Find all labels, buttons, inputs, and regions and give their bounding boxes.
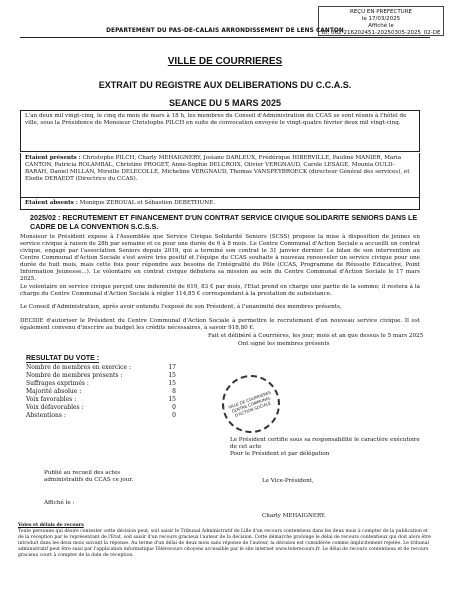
absents-list: Monique ZEROUAL et Sébastien DEBETHUNE.	[79, 200, 216, 206]
resolution-title: 2025/02 : RECRUTEMENT ET FINANCEMENT D'UN CONTRAT SERVICE CIVIQUE SOLIDARITE SENIORS DANS LE CADRE DE LA CONVENTION S.C.S.S.	[30, 213, 418, 231]
vote-label: Majorité absolue :	[26, 388, 82, 395]
vote-row	[26, 380, 186, 388]
absents-box	[20, 198, 420, 210]
vote-row	[26, 412, 186, 420]
stamp-line-4: ID: 062-216202451-20250305-2025_02-DE	[321, 30, 441, 36]
department-header: DEPARTEMENT DU PAS-DE-CALAIS ARRONDISSEMENT DE LENS CANTON	[106, 28, 344, 34]
vote-value: 17	[168, 364, 176, 371]
vote-results	[26, 345, 186, 420]
decision-paragraph: DECIDE d'autoriser le Président du Centre Communal d'Action Sociale à permettre le recrutement d'un nouveau service civique. Il est également convenu d'inscrire au budget les crédits nécessaires, à savoir 918,80 €.	[20, 318, 420, 331]
official-seal	[214, 367, 288, 441]
stamp-line-2: le 17/03/2025	[361, 16, 401, 22]
header-rule	[20, 37, 430, 38]
stamp-line-3: Affiché le	[368, 23, 394, 29]
presents-box	[20, 153, 420, 198]
vote-label: Nombre de membres présents :	[26, 372, 123, 379]
vote-label: Abstentions :	[26, 412, 66, 419]
intro-box: L'an deux mil vingt-cinq, le cinq du mois de mars à 18 h, les membres du Conseil d'Administration du CCAS se sont réunis à l'hôtel de ville, sous la Présidence de Monsieur Christophe PILCH en suite de convocation envoyée le vingt-quatre février deux mil vingt-cinq.	[20, 110, 420, 152]
vote-value: 0	[172, 404, 176, 411]
vote-value: 15	[168, 380, 176, 387]
vote-value: 15	[168, 372, 176, 379]
vote-label: Nombre de membres en exercice :	[26, 364, 131, 371]
vote-row	[26, 364, 186, 372]
vote-row	[26, 372, 186, 380]
town-title: VILLE DE COURRIERES	[167, 56, 283, 67]
vote-row	[26, 388, 186, 396]
vote-row	[26, 404, 186, 412]
absents-label: Etaient absents :	[25, 200, 78, 206]
recourse-title: Voies et délais de recours	[18, 523, 84, 528]
vote-value: 0	[172, 412, 176, 419]
signer-name: Charly MEHAIGNERY.	[262, 513, 326, 519]
recourse-text: Toute personne qui désire contester cette décision peut, soit saisir le Tribunal Administratif de Lille d'un recours contentieux dans les deux mois à compter de la publication et de la réception par le représentant de l'Etat, soit saisir d'un recours gracieux l'auteur de la décision. Cette démarche prolonge le délai de recours contentieux qui doit alors être introduit dans les deux mois suivant la réponse. Au terme d'un délai de deux mois sans réponse de l'auteur, la décision est considérée comme implicitement rejetée. Le tribunal administratif peut être saisi par l'application informatique Télérecours citoyens accessible par le site internet www.telerecours.fr. Le délai de recours contentieux et de recours gracieux court à compter de la date de réception.	[18, 529, 432, 558]
body-paragraph-3: Le Conseil d'Administration, après avoir entendu l'exposé de son Président, à l'unanimité des membres présents,	[20, 304, 342, 310]
seal-text: VILLE DE COURRIERES CENTRE COMMUNAL D'ACTION SOCIALE	[227, 389, 272, 418]
vote-label: Voix favorables :	[26, 396, 77, 403]
vote-title: RESULTAT DU VOTE :	[26, 355, 100, 362]
presents-list: Christophe PILCH, Charly MEHAIGNERY, Josiane DARLEUX, Frédérique HIBERVILLE, Pauline MANIER, Maria CANTON, Patricia ROLAMBAL, Christine PROGET, Anne-Sophie DELCROIX, Olivier VERGNAUD, Carole LESAGE, Mounia OULD-BARAH, Daniel MILLAN, Mireille DELECOLLE, Micheline VERGNAUD, Thomas VANSPEYBROECK (directeur Général des services), et Elodie DERAEDT (Directrice du CCAS).	[25, 155, 410, 182]
body-paragraph-1: Monsieur le Président expose à l'Assemblée que Service Civique Solidarité Seniors (SCSS) propose la mise à disposition de jeunes en service civique à raison de 28h par semaine et ce pour une durée de 6 à 8 mois. Le Centre Communal d'Action Sociale a accueilli un contrat civique, engagé par l'association Seniors depuis 2019, qui a terminé son contrat le 31 janvier dernier. Le bilan de son intervention au Centre Communal d'Action Sociale s'est avéré très positif et l'équipe du CCAS souhaite à nouveau renouveler un service civique pour une durée de huit mois, mais cette fois pour répondre aux besoins de l'intégralité du Pôle (CCAS, Programme de Réussite Educative, Point Information Jeunesse...). Le volontaire en contrat civique débutera sa mission au sein du Centre Communal d'Action Sociale le 17 mars 2025.	[20, 234, 420, 282]
body-paragraph-2: Le volontaire en service civique perçoit une indemnité de 619, 83 € par mois, l'Etat prend en charge une partie de la somme; il restera à la charge du Centre Communal d'Action Sociale à régler 114,85 € correspondant à la prestation de subsistance.	[20, 284, 420, 297]
recourse-section	[18, 523, 432, 593]
vote-value: 15	[168, 396, 176, 403]
stamp-line-1: REÇU EN PREFECTURE	[349, 9, 413, 15]
session-title: SEANCE DU 5 MARS 2025	[168, 98, 282, 108]
certification	[230, 437, 420, 458]
signatures-line: Ont signé les membres présents	[238, 341, 330, 347]
vote-value: 8	[172, 388, 176, 395]
vote-row	[26, 396, 186, 404]
presents-label: Etaient présents :	[25, 155, 81, 161]
certify-text: Le Président certifie sous sa responsabilité le caractère exécutoire de cet acte	[230, 437, 420, 450]
vote-label: Suffrages exprimés :	[26, 380, 89, 387]
certify-delegation: Pour le Président et par délégation	[230, 451, 330, 457]
vote-label: Voix défavorables :	[26, 404, 84, 411]
place-date: Fait et délibéré à Courrières, les jour, mois et an que dessus le 5 mars 2025	[208, 333, 424, 339]
published-note: Publié au recueil des actes administratifs du CCAS ce jour.	[44, 470, 134, 483]
posted-label: Affiché le :	[44, 500, 75, 506]
vice-president-label: Le Vice-Président,	[262, 478, 314, 484]
register-title: EXTRAIT DU REGISTRE AUX DELIBERATIONS DU C.C.A.S.	[98, 80, 352, 90]
